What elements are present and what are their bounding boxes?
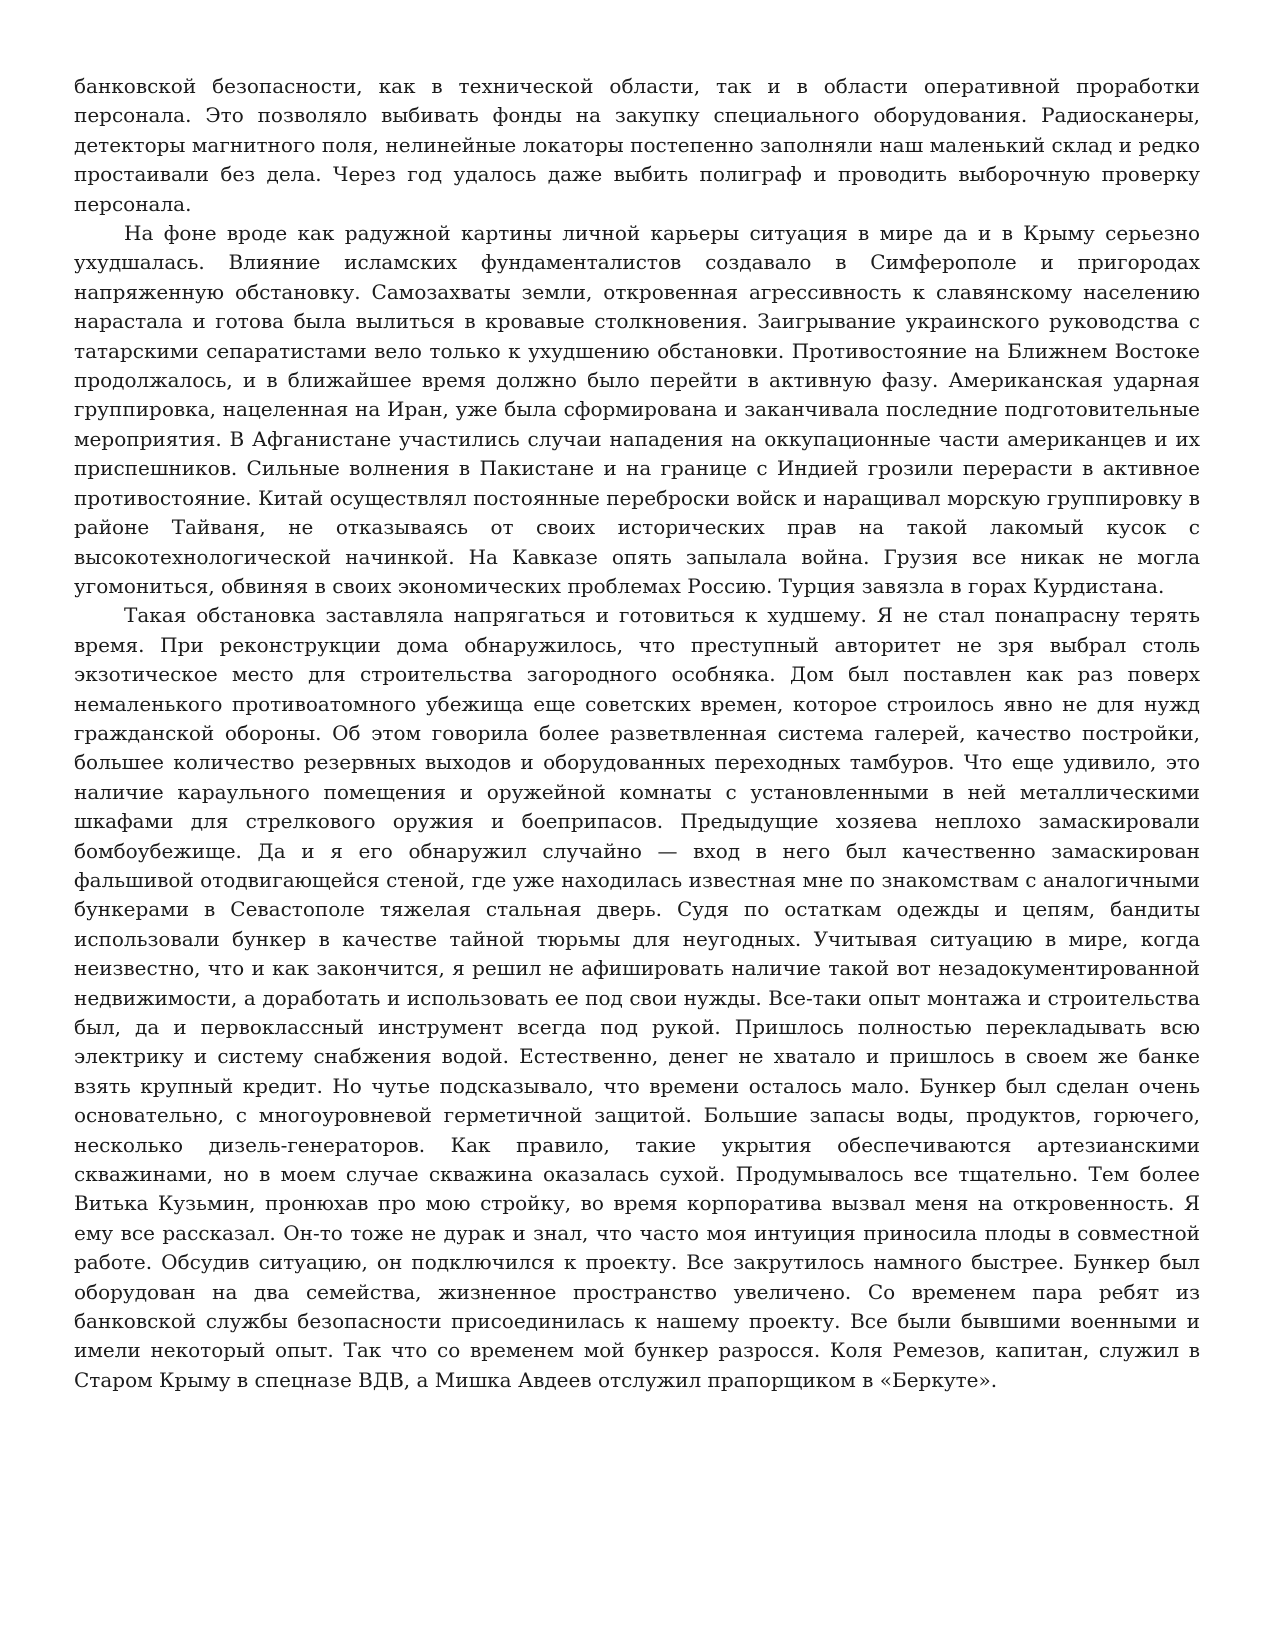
- paragraph-2: На фоне вроде как радужной картины личной карьеры ситуация в мире да и в Крыму серьезно ухудшалась. Влияние исламских фундаменталистов создавало в Симферополе и пригородах напряженную обстановку. Самозахваты земли, откровенная агрессивность к славянскому населению нарастала и готова была вылиться в кровавые столкновения. Заигрывание украинского руководства с татарскими сепаратистами вело только к ухудшению обстановки. Противостояние на Ближнем Востоке продолжалось, и в ближайшее время должно было перейти в активную фазу. Американская ударная группировка, нацеленная на Иран, уже была сформирована и заканчивала последние подготовительные мероприятия. В Афганистане участились случаи нападения на оккупационные части американцев и их приспешников. Сильные волнения в Пакистане и на границе с Индией грозили перерасти в активное противостояние. Китай осуществлял постоянные переброски войск и наращивал морскую группировку в районе Тайваня, не отказываясь от своих исторических прав на такой лакомый кусок с высокотехнологической начинкой. На Кавказе опять запылала война. Грузия все никак не могла угомониться, обвиняя в своих экономических проблемах Россию. Турция завязла в горах Курдистана.: [74, 221, 1200, 598]
- paragraph-3: Такая обстановка заставляла напрягаться и готовиться к худшему. Я не стал понапрасну терять время. При реконструкции дома обнаружилось, что преступный авторитет не зря выбрал столь экзотическое место для строительства загородного особняка. Дом был поставлен как раз поверх немаленького противоатомного убежища еще советских времен, которое строилось явно не для нужд гражданской обороны. Об этом говорила более разветвленная система галерей, качество постройки, большее количество резервных выходов и оборудованных переходных тамбуров. Что еще удивило, это наличие караульного помещения и оружейной комнаты с установленными в ней металлическими шкафами для стрелкового оружия и боеприпасов. Предыдущие хозяева неплохо замаскировали бомбоубежище. Да и я его обнаружил случайно — вход в него был качественно замаскирован фальшивой отодвигающейся стеной, где уже находилась известная мне по знакомствам с аналогичными бункерами в Севастополе тяжелая стальная дверь. Судя по остаткам одежды и цепям, бандиты использовали бункер в качестве тайной тюрьмы для неугодных. Учитывая ситуацию в мире, когда неизвестно, что и как закончится, я решил не афишировать наличие такой вот незадокументированной недвижимости, а доработать и использовать ее под свои нужды. Все-таки опыт монтажа и строительства был, да и первоклассный инструмент всегда под рукой. Пришлось полностью перекладывать всю электрику и систему снабжения водой. Естественно, денег не хватало и пришлось в своем же банке взять крупный кредит. Но чутье подсказывало, что времени осталось мало. Бункер был сделан очень основательно, с многоуровневой герметичной защитой. Большие запасы воды, продуктов, горючего, несколько дизель-генераторов. Как правило, такие укрытия обеспечиваются артезианскими скважинами, но в моем случае скважина оказалась сухой. Продумывалось все тщательно. Тем более Витька Кузьмин, пронюхав про мою стройку, во время корпоратива вызвал меня на откровенность. Я ему все рассказал. Он-то тоже не дурак и знал, что часто моя интуиция приносила плоды в совместной работе. Обсудив ситуацию, он подключился к проекту. Все закрутилось намного быстрее. Бункер был оборудован на два семейства, жизненное пространство увеличено. Со временем пара ребят из банковской службы безопасности присоединилась к нашему проекту. Все были бывшими военными и имели некоторый опыт. Так что со временем мой бункер разросся. Коля Ремезов, капитан, служил в Старом Крыму в спецназе ВДВ, а Мишка Авдеев отслужил прапорщиком в «Беркуте».: [74, 603, 1200, 1392]
- paragraph-1: банковской безопасности, как в технической области, так и в области оперативной проработки персонала. Это позволяло выбивать фонды на закупку специального оборудования. Радиосканеры, детекторы магнитного поля, нелинейные локаторы постепенно заполняли наш маленький склад и редко простаивали без дела. Через год удалось даже выбить полиграф и проводить выборочную проверку персонала.: [74, 74, 1200, 216]
- document-page: [74, 72, 1200, 1395]
